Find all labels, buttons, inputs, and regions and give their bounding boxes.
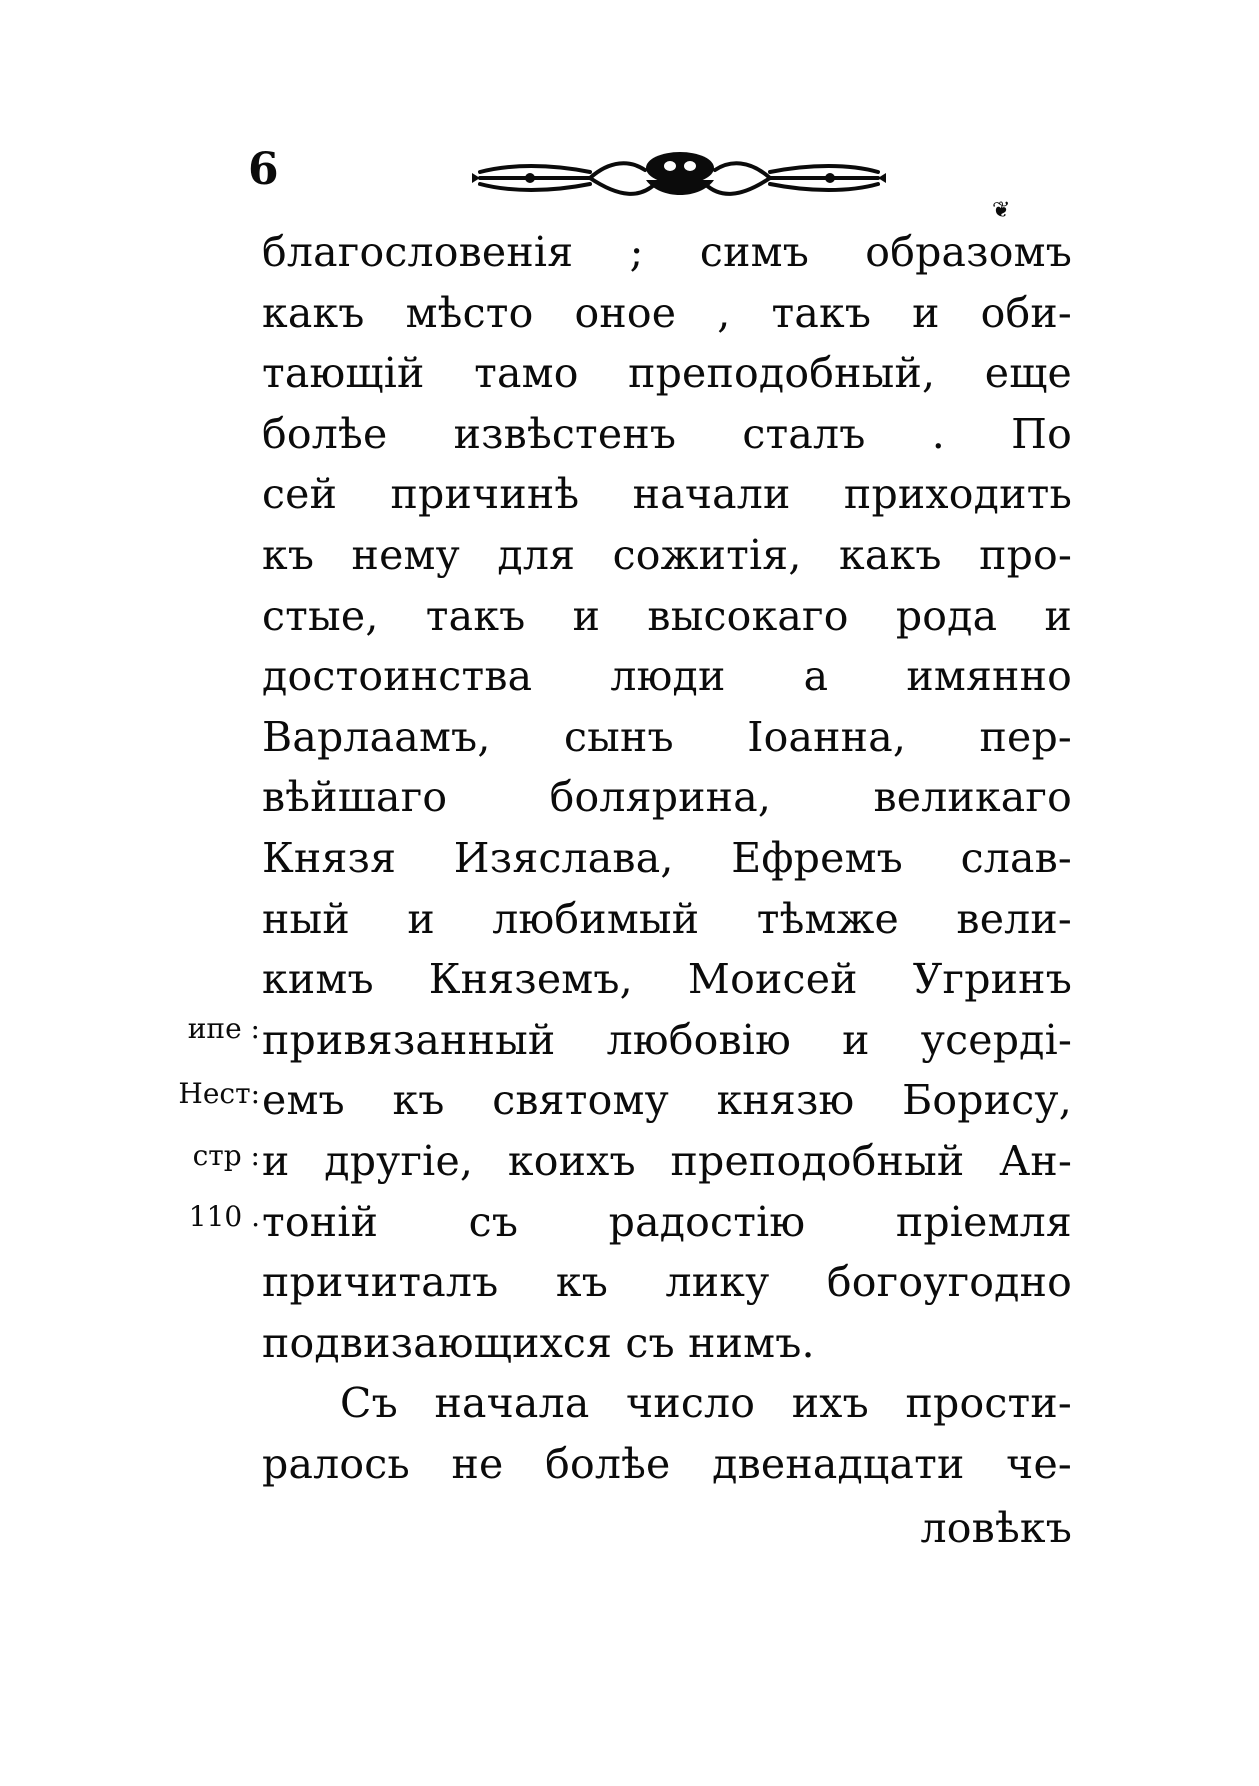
text-line: и другіе, коихъ преподобный Ан- (262, 1136, 1072, 1185)
text-line: емъ къ святому князю Борису, (262, 1076, 1072, 1125)
text-line: сей причинѣ начали приходить (262, 470, 1072, 519)
text-line: тающій тамо преподобный, еще (262, 349, 1072, 398)
margin-note: 110 . (188, 1200, 260, 1233)
page-number: 6 (248, 144, 279, 195)
text-line: достоинства люди а имянно (262, 652, 1072, 701)
text-line: какъ мѣсто оное , такъ и оби- (262, 288, 1072, 337)
text-line: подвизающихся съ нимъ. (262, 1318, 815, 1367)
text-line: ралось не болѣе двенадцати че- (262, 1439, 1072, 1488)
ornament-headpiece-icon (470, 140, 890, 210)
text-line: кимъ Княземъ, Моисей Угринъ (262, 955, 1072, 1004)
body-text (262, 222, 1072, 1559)
text-line: причиталъ къ лику богоугодно (262, 1258, 1072, 1307)
margin-note: стр : (192, 1139, 260, 1172)
text-line: къ нему для сожитія, какъ про- (262, 530, 1072, 579)
text-line: стые, такъ и высокаго рода и (262, 591, 1072, 640)
margin-note: ипе : (187, 1012, 260, 1045)
text-line: Варлаамъ, сынъ Іоанна, пер- (262, 712, 1072, 761)
text-line: Съ начала число ихъ прости- (340, 1379, 1072, 1428)
text-line: болѣе извѣстенъ сталъ . По (262, 409, 1072, 458)
text-line: тоній съ радостію пріемля (262, 1197, 1072, 1246)
text-line: ный и любимый тѣмже вели- (262, 894, 1072, 943)
margin-note: Нест: (178, 1077, 260, 1110)
text-line: благословенія ; симъ образомъ (262, 228, 1072, 276)
text-line: вѣйшаго болярина, великаго (262, 773, 1072, 822)
catchword: ловѣкъ (920, 1504, 1072, 1553)
text-line: привязанный любовію и усерді- (262, 1015, 1072, 1064)
ornament-mark-icon: ❦ (992, 198, 1011, 223)
text-line: Князя Изяслава, Ефремъ слав- (262, 833, 1072, 882)
